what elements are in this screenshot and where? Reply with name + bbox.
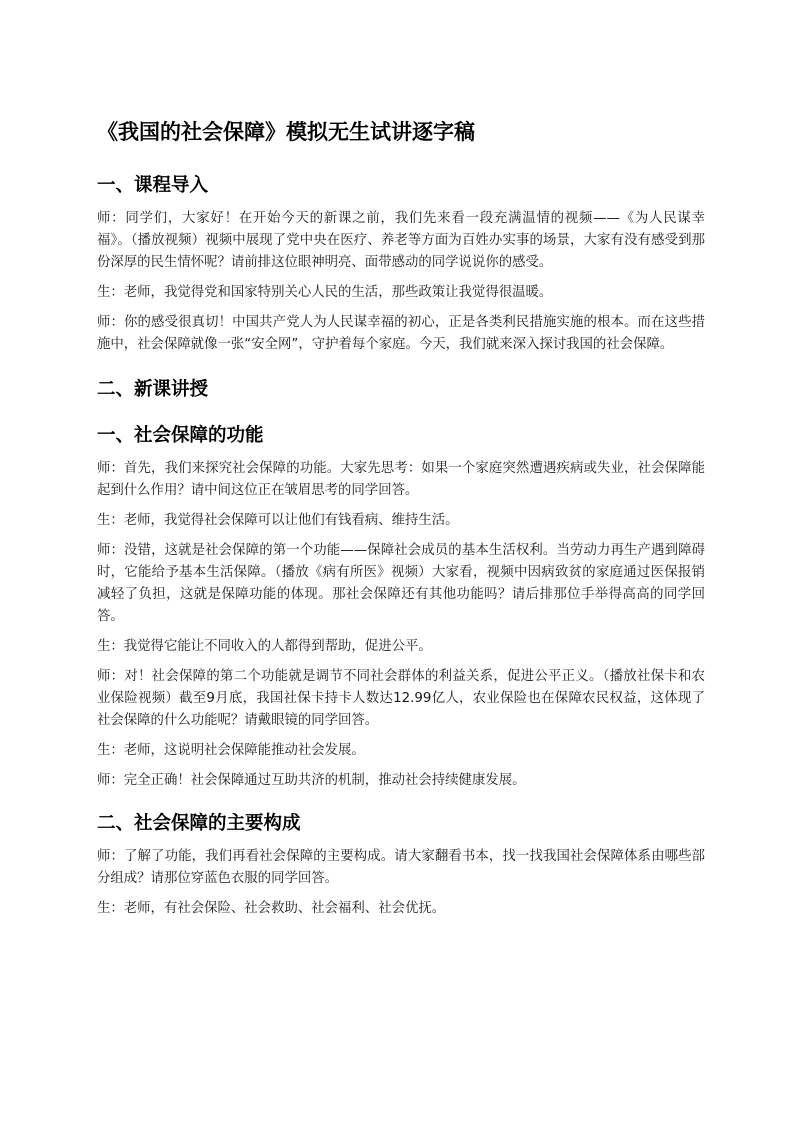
document-title: 《我国的社会保障》模拟无生试讲逐字稿 — [97, 120, 475, 144]
paragraph: 师：同学们，大家好！在开始今天的新课之前，我们先来看一段充满温情的视频——《为人民谋幸福》。（播放视频）视频中展现了党中央在医疗、养老等方面为百姓办实事的场景，大家有没有感受到那份深厚的民生情怀呢？请前排这位眼神明亮、面带感动的同学说说你的感受。 — [97, 211, 705, 271]
paragraph: 生：老师，有社会保险、社会救助、社会福利、社会优抚。 — [97, 901, 446, 917]
section-heading: 一、课程导入 — [97, 175, 209, 197]
paragraph: 生：我觉得它能让不同收入的人都得到帮助，促进公平。 — [97, 639, 432, 655]
section-new-lesson — [97, 378, 705, 402]
paragraph: 生：老师，我觉得党和国家特别关心人民的生活，那些政策让我觉得很温暖。 — [97, 285, 553, 301]
paragraph: 师：没错，这就是社会保障的第一个功能——保障社会成员的基本生活权利。当劳动力再生产遇到障碍时，它能给予基本生活保障。（播放《病有所医》视频）大家看，视频中因病致贫的家庭通过医保报销减轻了负担，这就是保障功能的体现。那社会保障还有其他功能吗？请后排那位手举得高高的同学回答。 — [97, 543, 705, 625]
section-social-security-composition — [97, 812, 705, 920]
paragraph: 师：对！社会保障的第二个功能就是调节不同社会群体的利益关系，促进公平正义。（播放社保卡和农业保险视频）截至9月底，我国社保卡持卡人数达12.99亿人，农业保险也在保障农民权益，这体现了社会保障的什么功能呢？请戴眼镜的同学回答。 — [97, 669, 705, 729]
paragraph: 生：老师，这说明社会保障能推动社会发展。 — [97, 743, 365, 759]
paragraph: 生：老师，我觉得社会保障可以让他们有钱看病、维持生活。 — [97, 513, 459, 529]
section-heading: 一、社会保障的功能 — [97, 425, 264, 447]
section-heading: 二、新课讲授 — [97, 379, 209, 401]
paragraph: 师：完全正确！社会保障通过互助共济的机制，推动社会持续健康发展。 — [97, 773, 526, 789]
paragraph: 师：首先，我们来探究社会保障的功能。大家先思考：如果一个家庭突然遭遇疾病或失业，社会保障能起到什么作用？请中间这位正在皱眉思考的同学回答。 — [97, 461, 705, 499]
section-social-security-functions — [97, 424, 705, 792]
paragraph: 师：你的感受很真切！中国共产党人为人民谋幸福的初心，正是各类利民措施实施的根本。而在这些措施中，社会保障就像一张“安全网”，守护着每个家庭。今天，我们就来深入探讨我国的社会保障。 — [97, 315, 705, 353]
section-heading: 二、社会保障的主要构成 — [97, 813, 301, 835]
section-course-intro — [97, 174, 705, 356]
paragraph: 师：了解了功能，我们再看社会保障的主要构成。请大家翻看书本，找一找我国社会保障体系由哪些部分组成？请那位穿蓝色衣服的同学回答。 — [97, 849, 705, 887]
